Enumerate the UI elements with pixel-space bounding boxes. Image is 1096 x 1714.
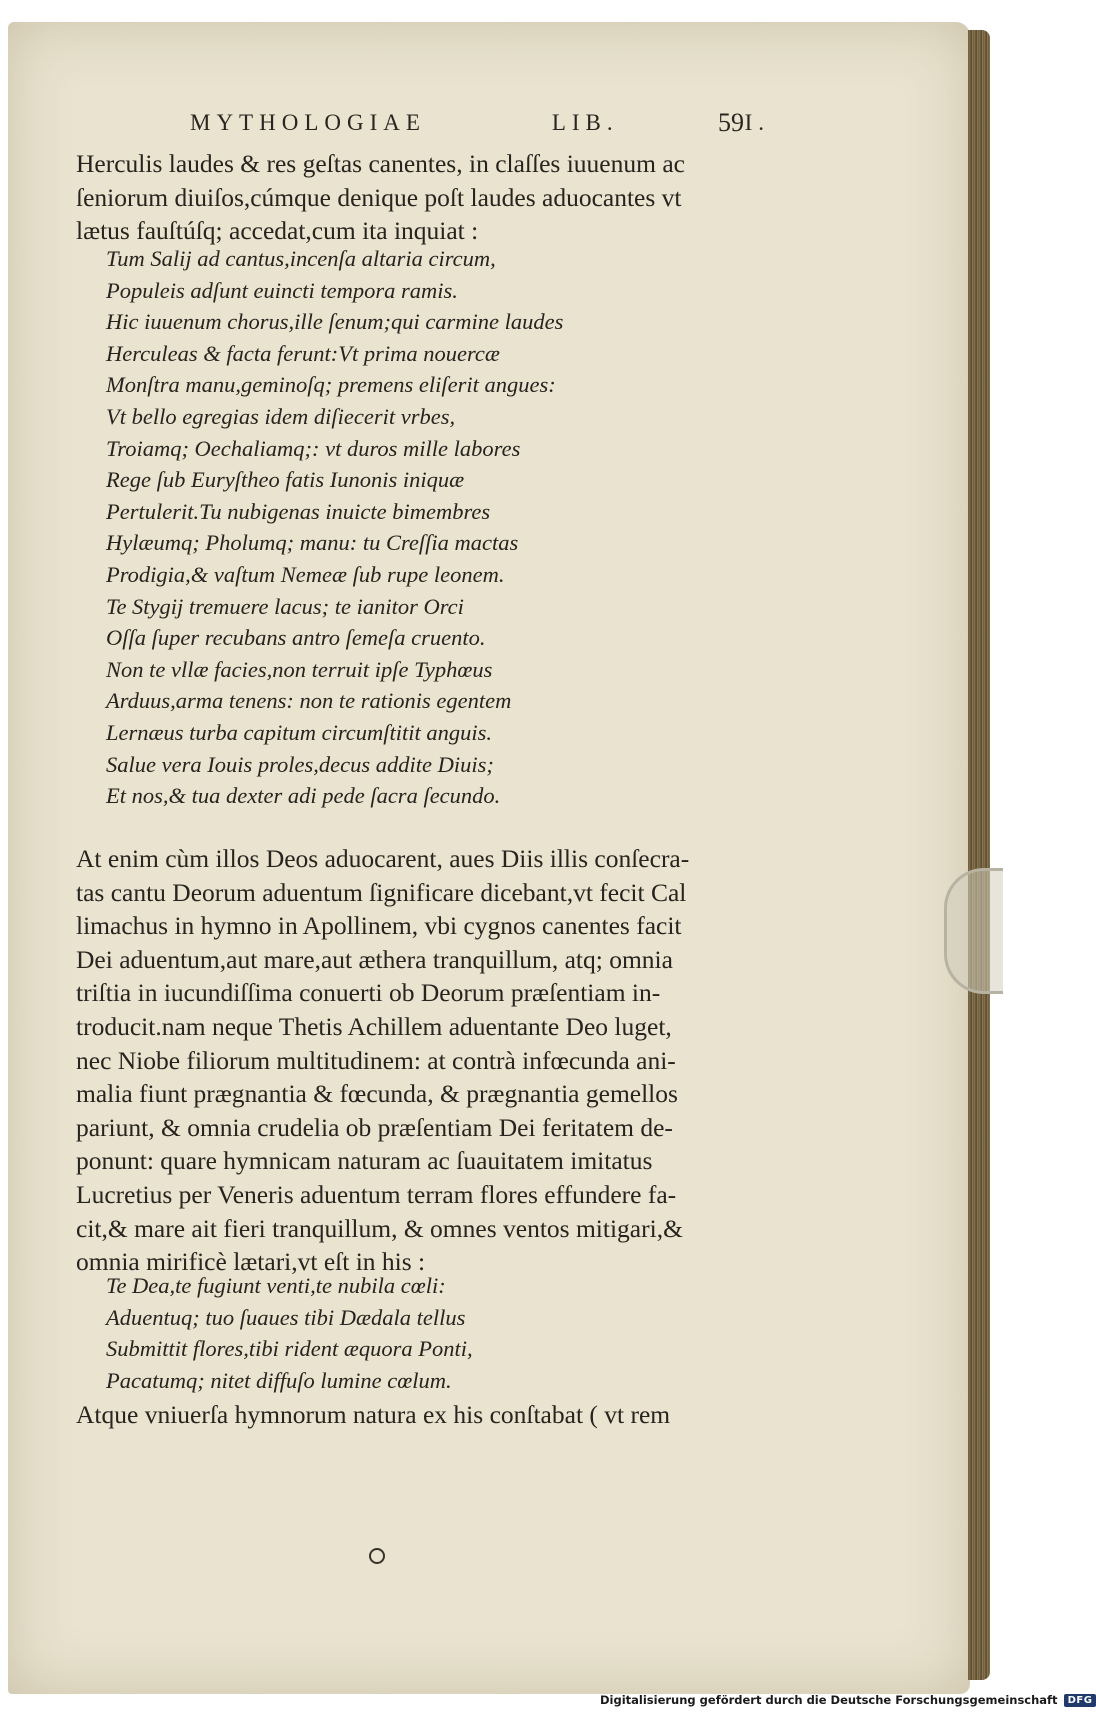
text-line: limachus in hymno in Apollinem, vbi cygnos canentes facit <box>76 911 682 941</box>
text-line: lætus fauſtúſq; accedat,cum ita inquiat : <box>76 216 479 246</box>
text-line: malia fiunt prægnantia & fœcunda, & prægnantia gemellos <box>76 1079 678 1109</box>
verse-line: Oſſa ſuper recubans antro ſemeſa cruento. <box>106 625 486 651</box>
text-line: omnia mirificè lætari,vt eſt in his : <box>76 1247 426 1277</box>
prose-block-1 <box>76 147 786 248</box>
verse-line: Et nos,& tua dexter adi pede ſacra ſecundo. <box>106 783 501 809</box>
prose-block-2 <box>76 842 786 1279</box>
running-head-book: LIB. <box>551 110 619 135</box>
verse-line: Prodigia,& vaſtum Nemeæ ſub rupe leonem. <box>106 561 505 587</box>
text-line: Atque vniuerſa hymnorum natura ex his conſtabat ( vt rem <box>76 1400 671 1429</box>
ornament-circle-icon <box>369 1548 385 1564</box>
text-line: cit,& mare ait fieri tranquillum, & omnes ventos mitigari,& <box>76 1213 683 1243</box>
verse-line: Te Stygij tremuere lacus; te ianitor Orci <box>106 593 464 619</box>
prose-block-3 <box>76 1398 786 1432</box>
page-clip <box>944 868 1003 994</box>
verse-line: Lernæus turba capitum circumſtitit anguis. <box>106 719 493 745</box>
verse-line: Populeis adſunt euincti tempora ramis. <box>106 277 458 303</box>
running-head-title: MYTHOLOGIAE <box>190 110 426 135</box>
verse-line: Vt bello egregias idem diſiecerit vrbes, <box>106 403 456 429</box>
verse-line: Tum Salij ad cantus,incenſa altaria circum, <box>106 246 496 271</box>
verse-line: Pacatumq; nitet diffuſo lumine cœlum. <box>106 1367 452 1393</box>
verse-line: Pertulerit.Tu nubigenas inuicte bimembres <box>106 498 491 524</box>
verse-line: Arduus,arma tenens: non te rationis egentem <box>106 688 512 714</box>
text-line: Lucretius per Veneris aduentum terram flores effundere fa- <box>76 1179 677 1209</box>
verse-quotation-2 <box>76 1270 816 1396</box>
verse-line: Hylæumq; Pholumq; manu: tu Creſſia mactas <box>106 530 519 556</box>
page-number: 59 <box>718 108 744 137</box>
verse-line: Non te vllæ facies,non terruit ipſe Typhœus <box>106 656 493 682</box>
running-head-book-number: I. <box>744 110 770 135</box>
text-line: ſeniorum diuiſos,cúmque denique poſt laudes aduocantes vt <box>76 182 682 212</box>
running-head <box>190 110 770 136</box>
text-line: At enim cùm illos Deos aduocarent, aues Diis illis conſecra- <box>76 844 690 873</box>
text-line: triſtia in iucundiſſima conuerti ob Deorum præſentiam in- <box>76 978 661 1008</box>
digitization-footer <box>600 1690 1096 1710</box>
verse-line: Aduentuq; tuo ſuaues tibi Dædala tellus <box>106 1304 466 1330</box>
verse-line: Monſtra manu,geminoſq; premens eliſerit angues: <box>106 372 556 398</box>
verse-line: Hic iuuenum chorus,ille ſenum;qui carmine laudes <box>106 309 564 335</box>
verse-line: Rege ſub Euryſtheo fatis Iunonis iniquæ <box>106 467 465 493</box>
verse-line: Troiamq; Oechaliamq;: vt duros mille labores <box>106 435 521 461</box>
text-line: tas cantu Deorum aduentum ſignificare dicebant,vt fecit Cal <box>76 877 687 907</box>
dfg-logo-icon: DFG <box>1064 1694 1096 1707</box>
text-line: ponunt: quare hymnicam naturam ac ſuauitatem imitatus <box>76 1146 653 1176</box>
verse-line: Salue vera Iouis proles,decus addite Diuis; <box>106 751 494 777</box>
verse-line: Submittit flores,tibi rident æquora Ponti, <box>106 1336 473 1362</box>
text-line: troducit.nam neque Thetis Achillem aduentante Deo luget, <box>76 1011 672 1041</box>
text-line: nec Niobe filiorum multitudinem: at contrà infœcunda ani- <box>76 1045 676 1075</box>
book-page-edges <box>968 30 990 1680</box>
text-line: Dei aduentum,aut mare,aut æthera tranquillum, atq; omnia <box>76 944 673 974</box>
verse-line: Herculeas & facta ferunt:Vt prima nouercæ <box>106 340 500 366</box>
text-line: Herculis laudes & res geſtas canentes, in claſſes iuuenum ac <box>76 149 685 178</box>
footer-credit: Digitalisierung gefördert durch die Deutsche Forschungsgemeinschaft <box>600 1693 1058 1707</box>
text-line: pariunt, & omnia crudelia ob præſentiam Dei feritatem de- <box>76 1112 673 1142</box>
verse-quotation-1 <box>76 243 816 812</box>
verse-line: Te Dea,te fugiunt venti,te nubila cœli: <box>106 1273 446 1298</box>
